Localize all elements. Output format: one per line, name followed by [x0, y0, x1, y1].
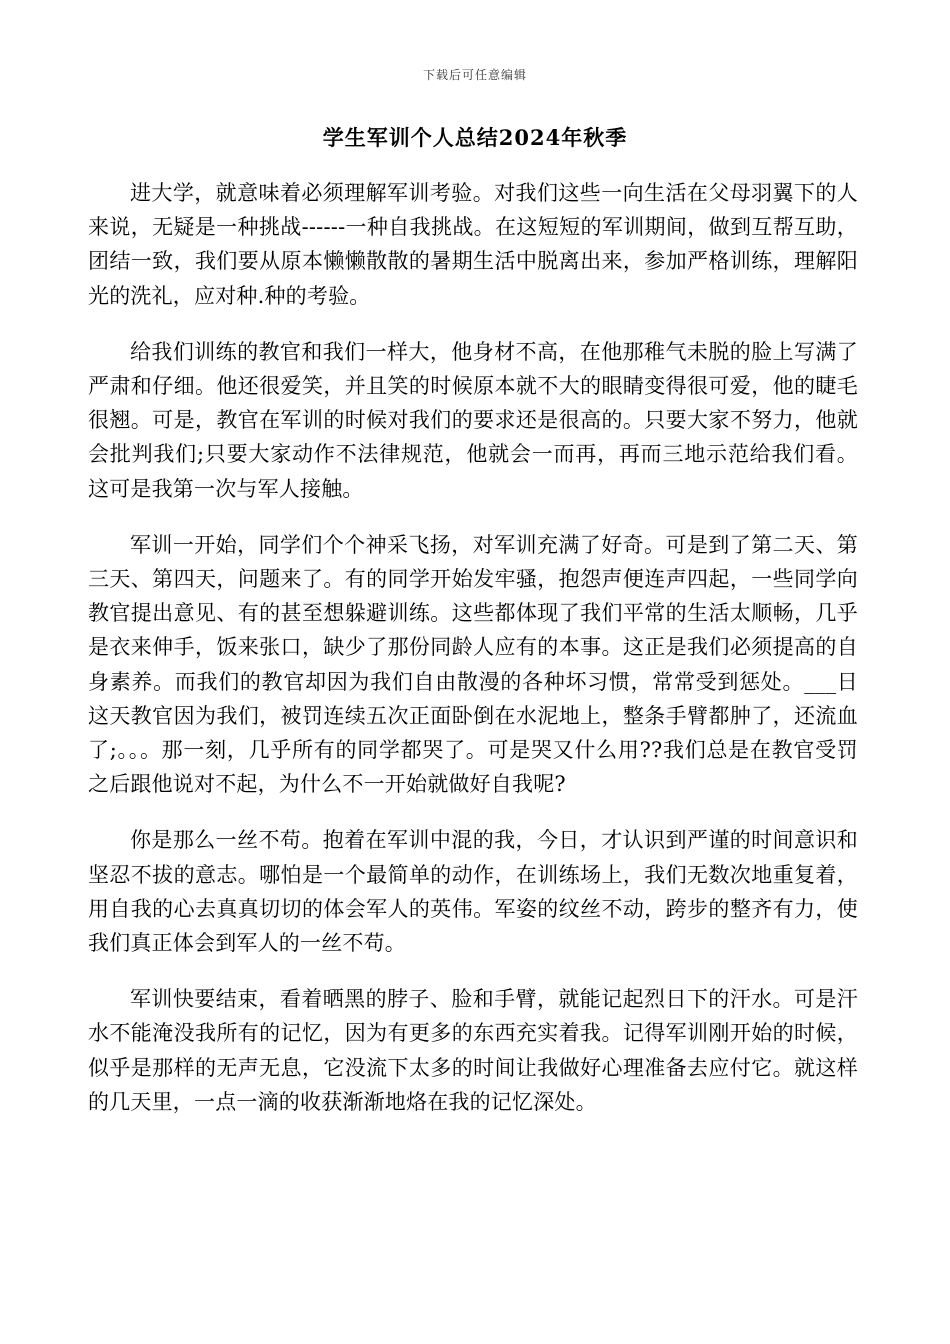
- paragraph-1: 进大学，就意味着必须理解军训考验。对我们这些一向生活在父母羽翼下的人来说，无疑是一种挑战------一种自我挑战。在这短短的军训期间，做到互帮互助，团结一致，我们要从原本懒懒散散的暑期生活中脱离出来，参加严格训练，理解阳光的洗礼，应对种.种的考验。: [88, 181, 858, 308]
- paragraph-5: 军训快要结束，看着晒黑的脖子、脸和手臂，就能记起烈日下的汗水。可是汗水不能淹没我所有的记忆，因为有更多的东西充实着我。记得军训刚开始的时候，似乎是那样的无声无息，它没流下太多的时间让我做好心理准备去应付它。就这样的几天里，一点一滴的收获渐渐地烙在我的记忆深处。: [88, 987, 858, 1114]
- document-title: 学生军训个人总结2024年秋季: [322, 125, 628, 150]
- download-note: 下载后可任意编辑: [422, 68, 527, 82]
- paragraph-2: 给我们训练的教官和我们一样大，他身材不高，在他那稚气未脱的脸上写满了严肃和仔细。他还很爱笑，并且笑的时候原本就不大的眼睛变得很可爱，他的睫毛很翘。可是，教官在军训的时候对我们的要求还是很高的。只要大家不努力，他就会批判我们;只要大家动作不法律规范，他就会一而再，再而三地示范给我们看。这可是我第一次与军人接触。: [88, 339, 858, 501]
- document-body: [88, 176, 858, 1141]
- paragraph-4: 你是那么一丝不苟。抱着在军训中混的我，今日，才认识到严谨的时间意识和坚忍不拔的意志。哪怕是一个最简单的动作，在训练场上，我们无数次地重复着，用自我的心去真真切切的体会军人的英伟。军姿的纹丝不动，跨步的整齐有力，使我们真正体会到军人的一丝不苟。: [88, 828, 858, 956]
- paragraph-3: 军训一开始，同学们个个神采飞扬，对军训充满了好奇。可是到了第二天、第三天、第四天，问题来了。有的同学开始发牢骚，抱怨声便连声四起，一些同学向教官提出意见、有的甚至想躲避训练。这些都体现了我们平常的生活太顺畅，几乎是衣来伸手，饭来张口，缺少了那份同龄人应有的本事。这正是我们必须提高的自身素养。而我们的教官却因为我们自由散漫的各种坏习惯，常常受到惩处。___日这天教官因为我们，被罚连续五次正面卧倒在水泥地上，整条手臂都肿了，还流血了;。。。那一刻，几乎所有的同学都哭了。可是哭又什么用??我们总是在教官受罚之后跟他说对不起，为什么不一开始就做好自我呢?: [88, 532, 858, 797]
